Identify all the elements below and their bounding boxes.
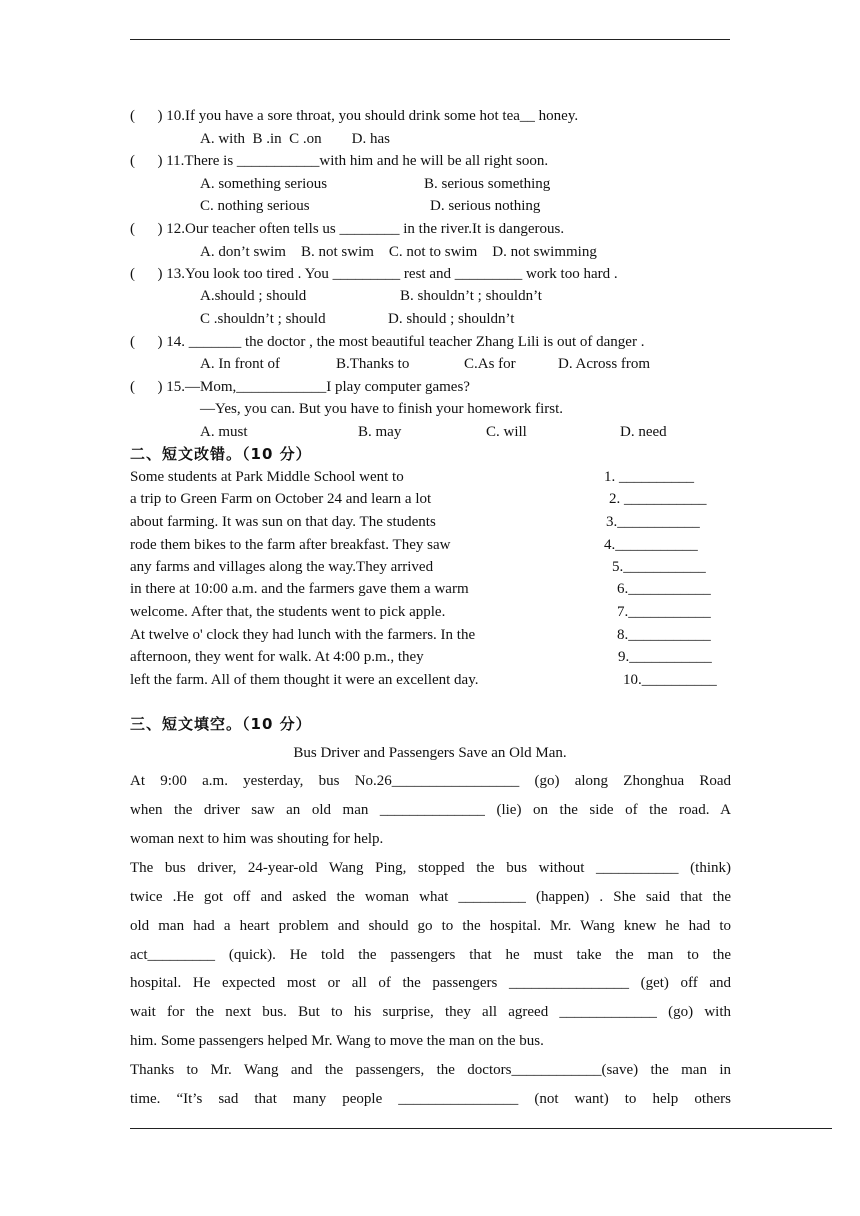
answer-blank-9[interactable]: 9.___________ bbox=[618, 649, 712, 665]
question-15-option-d: D. need bbox=[620, 424, 667, 440]
footer-rule bbox=[130, 1128, 832, 1129]
passage-line: wait for the next bus. But to his surprise, they all agreed _____________ (go) with bbox=[130, 1004, 731, 1020]
question-12-stem: ( ) 12.Our teacher often tells us ________ in the river.It is dangerous. bbox=[130, 221, 565, 237]
error-text-line: a trip to Green Farm on October 24 and learn a lot bbox=[130, 491, 432, 507]
question-13-option-a: A.should ; should bbox=[200, 288, 307, 304]
header-rule bbox=[130, 39, 730, 40]
error-text-line: afternoon, they went for walk. At 4:00 p.m., they bbox=[130, 649, 424, 665]
answer-blank-8[interactable]: 8.___________ bbox=[617, 627, 711, 643]
section-3-heading: 三、短文填空。（10 分） bbox=[130, 715, 312, 733]
question-13-option-c: C .shouldn’t ; should bbox=[200, 311, 326, 327]
section-2-heading: 二、短文改错。（10 分） bbox=[130, 445, 312, 463]
question-13-stem: ( ) 13.You look too tired . You _________ rest and _________ work too hard . bbox=[130, 266, 618, 282]
question-10-options: A. with B .in C .on D. has bbox=[200, 131, 391, 147]
passage-line: Thanks to Mr. Wang and the passengers, the doctors____________(save) the man in bbox=[130, 1062, 731, 1078]
question-14-option-a: A. In front of bbox=[200, 356, 280, 372]
passage-line: him. Some passengers helped Mr. Wang to move the man on the bus. bbox=[130, 1033, 544, 1049]
question-15-option-b: B. may bbox=[358, 424, 402, 440]
error-text-line: in there at 10:00 a.m. and the farmers gave them a warm bbox=[130, 581, 469, 597]
question-12-options: A. don’t swim B. not swim C. not to swim D. not swimming bbox=[200, 244, 597, 260]
answer-blank-4[interactable]: 4.___________ bbox=[604, 537, 698, 553]
answer-blank-10[interactable]: 10.__________ bbox=[623, 672, 717, 688]
question-13-option-b: B. shouldn’t ; shouldn’t bbox=[400, 288, 542, 304]
passage-line: old man had a heart problem and should go to the hospital. Mr. Wang knew he had to bbox=[130, 918, 731, 934]
error-text-line: about farming. It was sun on that day. The students bbox=[130, 514, 436, 530]
passage-line: The bus driver, 24-year-old Wang Ping, stopped the bus without ___________ (think) bbox=[130, 860, 731, 876]
answer-blank-5[interactable]: 5.___________ bbox=[612, 559, 706, 575]
question-14-option-c: C.As for bbox=[464, 356, 516, 372]
error-text-line: rode them bikes to the farm after breakfast. They saw bbox=[130, 537, 451, 553]
error-text-line: welcome. After that, the students went to pick apple. bbox=[130, 604, 446, 620]
question-11-option-a: A. something serious bbox=[200, 176, 328, 192]
passage-title: Bus Driver and Passengers Save an Old Man. bbox=[293, 745, 567, 761]
passage-line: when the driver saw an old man ______________ (lie) on the side of the road. A bbox=[130, 802, 731, 818]
passage-line: hospital. He expected most or all of the passengers ________________ (get) off and bbox=[130, 975, 731, 991]
error-text-line: any farms and villages along the way.They arrived bbox=[130, 559, 434, 575]
question-11-stem: ( ) 11.There is ___________with him and he will be all right soon. bbox=[130, 153, 549, 169]
question-15-dialogue: —Yes, you can. But you have to finish your homework first. bbox=[200, 401, 564, 417]
question-15-option-c: C. will bbox=[486, 424, 527, 440]
question-11-option-c: C. nothing serious bbox=[200, 198, 310, 214]
passage-line: act_________ (quick). He told the passengers that he must take the man to the bbox=[130, 947, 731, 963]
passage-line: twice .He got off and asked the woman what _________ (happen) . She said that the bbox=[130, 889, 731, 905]
passage-line: At 9:00 a.m. yesterday, bus No.26_________________ (go) along Zhonghua Road bbox=[130, 773, 731, 789]
answer-blank-1[interactable]: 1. __________ bbox=[604, 469, 694, 485]
error-text-line: left the farm. All of them thought it were an excellent day. bbox=[130, 672, 479, 688]
question-15-option-a: A. must bbox=[200, 424, 248, 440]
answer-blank-6[interactable]: 6.___________ bbox=[617, 581, 711, 597]
answer-blank-3[interactable]: 3.___________ bbox=[606, 514, 700, 530]
question-11-option-b: B. serious something bbox=[424, 176, 551, 192]
error-text-line: Some students at Park Middle School went to bbox=[130, 469, 404, 485]
answer-blank-7[interactable]: 7.___________ bbox=[617, 604, 711, 620]
question-14-option-b: B.Thanks to bbox=[336, 356, 410, 372]
passage-line: woman next to him was shouting for help. bbox=[130, 831, 384, 847]
question-15-stem: ( ) 15.—Mom,____________I play computer games? bbox=[130, 379, 470, 395]
passage-line: time. “It’s sad that many people ________________ (not want) to help others bbox=[130, 1091, 731, 1107]
answer-blank-2[interactable]: 2. ___________ bbox=[609, 491, 707, 507]
question-10-stem: ( ) 10.If you have a sore throat, you should drink some hot tea__ honey. bbox=[130, 108, 579, 124]
error-text-line: At twelve o' clock they had lunch with the farmers. In the bbox=[130, 627, 476, 643]
question-13-option-d: D. should ; shouldn’t bbox=[388, 311, 515, 327]
question-14-stem: ( ) 14. _______ the doctor , the most beautiful teacher Zhang Lili is out of danger . bbox=[130, 334, 645, 350]
question-14-option-d: D. Across from bbox=[558, 356, 651, 372]
question-11-option-d: D. serious nothing bbox=[430, 198, 541, 214]
